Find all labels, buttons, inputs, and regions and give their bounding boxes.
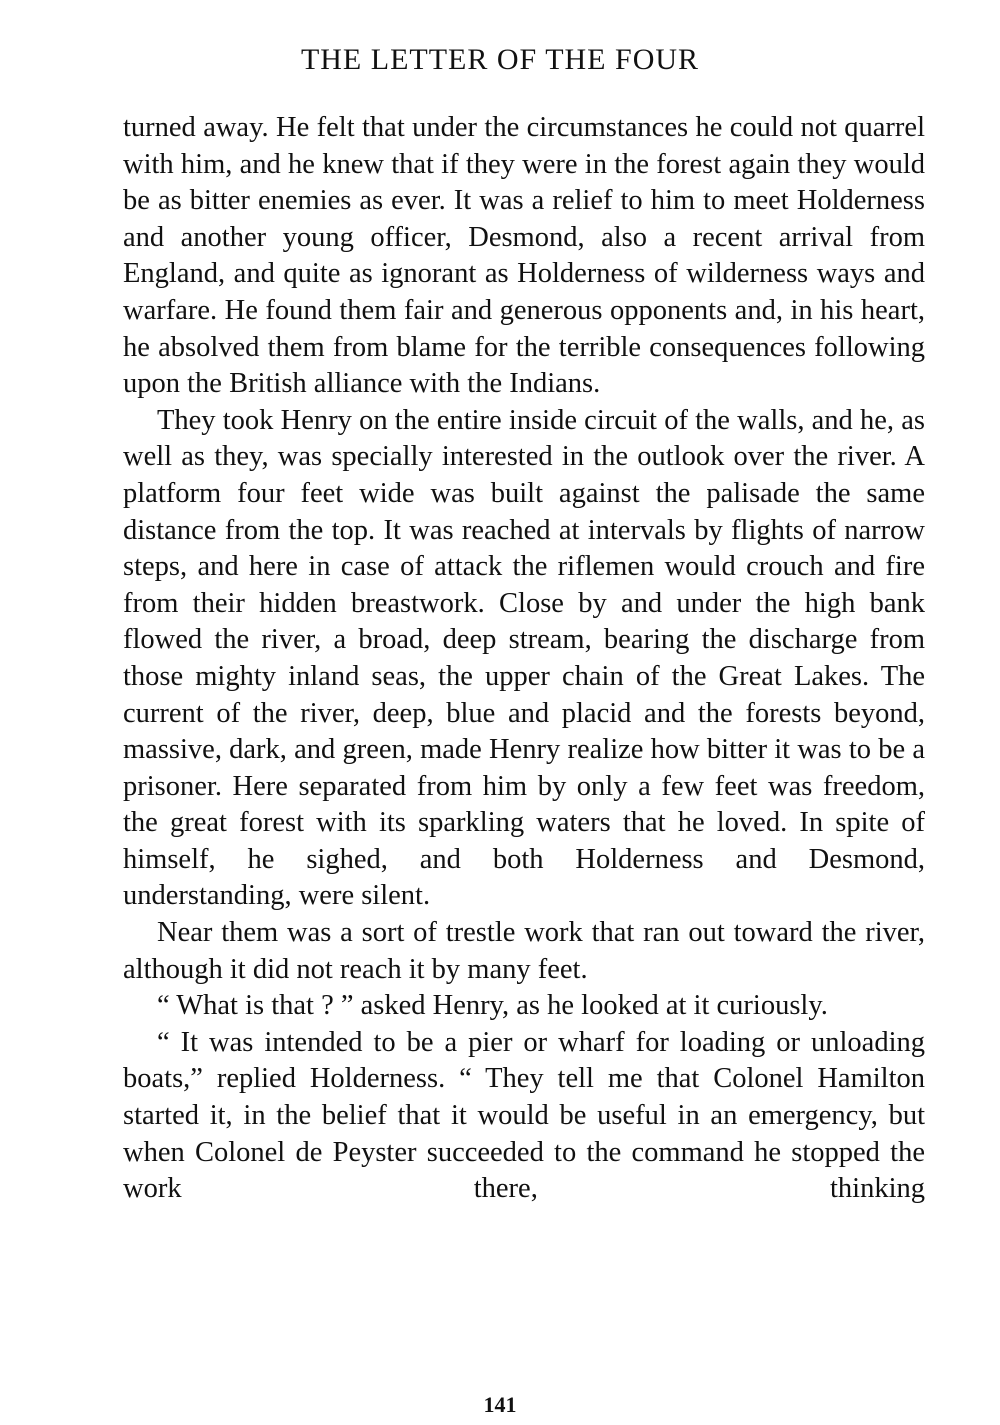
paragraph-3: Near them was a sort of trestle work that ran out toward the river, although it did not reach it by many feet. bbox=[123, 917, 925, 985]
paragraph-2: They took Henry on the entire inside circuit of the walls, and he, as well as they, was specially interested in the outlook over the river. A platform four feet wide was built against the palisade the same distance from the top. It was reached at intervals by flights of narrow steps, and here in case of attack the riflemen would crouch and fire from their hidden breastwork. Close by and under the high bank flowed the river, a broad, deep stream, bearing the discharge from those mighty inland seas, the upper chain of the Great Lakes. The current of the river, deep, blue and placid and the forests beyond, massive, dark, and green, made Henry realize how bitter it was to be a prisoner. Here separated from him by only a few feet was freedom, the great forest with its sparkling waters that he loved. In spite of himself, he sighed, and both Holderness and Desmond, understanding, were silent. bbox=[123, 404, 925, 912]
paragraph-4: “ What is that ? ” asked Henry, as he looked at it curiously. bbox=[157, 990, 828, 1022]
paragraph-1: turned away. He felt that under the circumstances he could not quarrel with him, and he knew that if they were in the forest again they would be as bitter enemies as ever. It was a relief to him to meet Holderness and another young officer, Desmond, also a recent arrival from England, and quite as ignorant as Holderness of wilderness ways and warfare. He found them fair and generous opponents and, in his heart, he absolved them from blame for the terrible consequences following upon the British alliance with the Indians. bbox=[123, 112, 925, 400]
page-number: 141 bbox=[483, 1392, 517, 1417]
body-text bbox=[123, 110, 925, 1208]
running-head: THE LETTER OF THE FOUR bbox=[300, 43, 700, 76]
paragraph-5: “ It was intended to be a pier or wharf for loading or unloading boats,” replied Holderness. “ They tell me that Colonel Hamilton started it, in the belief that it would be useful in an emergency, but when Colonel de Peyster succeeded to the command he stopped the work there, thinking bbox=[123, 1026, 925, 1205]
